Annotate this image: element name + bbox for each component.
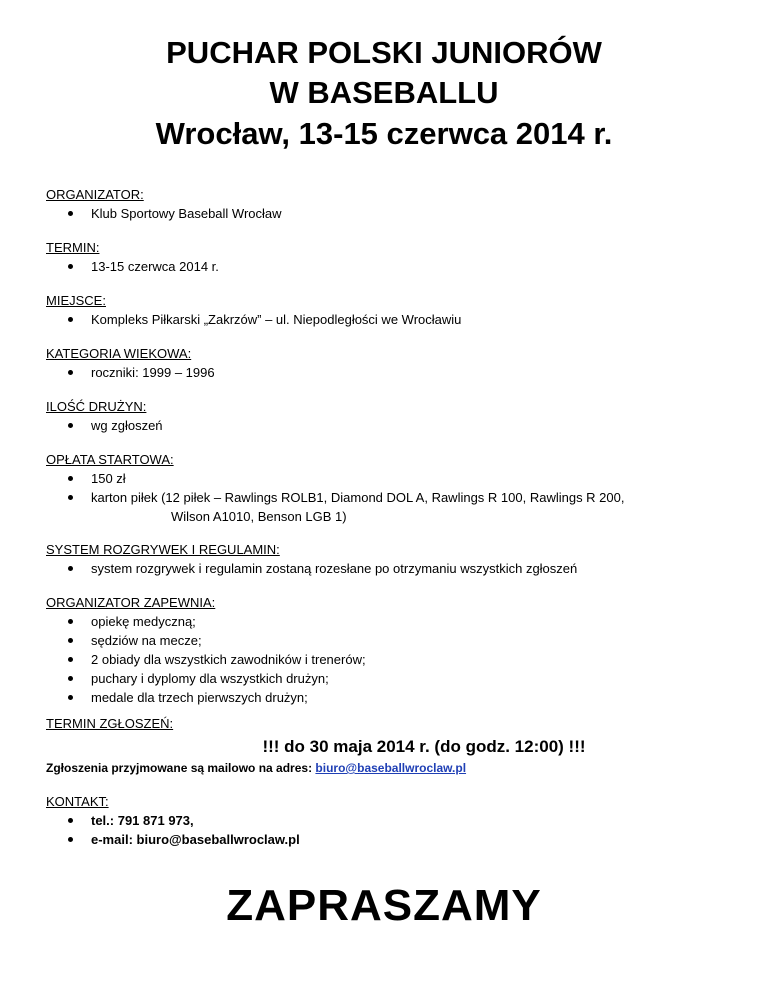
section-entry-fee bbox=[46, 450, 736, 526]
list-item: tel.: 791 871 973, bbox=[46, 811, 736, 830]
bullet-list bbox=[46, 257, 736, 276]
bullet-list bbox=[46, 363, 736, 382]
list-item: 150 zł bbox=[46, 469, 736, 488]
invite-text: ZAPRASZAMY bbox=[226, 881, 542, 930]
registration-mail-line bbox=[46, 760, 466, 776]
bullet-list bbox=[46, 469, 736, 526]
list-item: sędziów na mecze; bbox=[46, 631, 736, 650]
list-item: system rozgrywek i regulamin zostaną rozesłane po otrzymaniu wszystkich zgłoszeń bbox=[46, 559, 736, 578]
section-heading: KONTAKT: bbox=[46, 794, 109, 809]
section-registration bbox=[46, 714, 736, 733]
section-organizer bbox=[46, 185, 736, 223]
list-item bbox=[46, 488, 736, 526]
bullet-list bbox=[46, 811, 736, 849]
section-heading: ORGANIZATOR ZAPEWNIA: bbox=[46, 595, 216, 610]
section-heading: TERMIN: bbox=[46, 240, 100, 255]
list-item: Klub Sportowy Baseball Wrocław bbox=[46, 204, 736, 223]
bullet-list bbox=[46, 559, 736, 578]
list-item: 2 obiady dla wszystkich zawodników i trenerów; bbox=[46, 650, 736, 669]
section-heading: ILOŚĆ DRUŻYN: bbox=[46, 399, 147, 414]
section-heading: ORGANIZATOR: bbox=[46, 187, 144, 202]
section-term bbox=[46, 238, 736, 276]
list-item: opiekę medyczną; bbox=[46, 612, 736, 631]
list-item-line: karton piłek (12 piłek – Rawlings ROLB1, Diamond DOL A, Rawlings R 100, Rawlings R 200, bbox=[91, 490, 625, 505]
bullet-list bbox=[46, 612, 736, 707]
title-line-2: W BASEBALLU bbox=[269, 75, 499, 110]
registration-deadline bbox=[0, 736, 768, 758]
section-heading: OPŁATA STARTOWA: bbox=[46, 452, 174, 467]
title-line-3: Wrocław, 13-15 czerwca 2014 r. bbox=[155, 116, 613, 151]
bullet-list bbox=[46, 204, 736, 223]
list-item: 13-15 czerwca 2014 r. bbox=[46, 257, 736, 276]
section-provides bbox=[46, 593, 736, 707]
section-heading: TERMIN ZGŁOSZEŃ: bbox=[46, 716, 174, 731]
list-item: Kompleks Piłkarski „Zakrzów” – ul. Niepodległości we Wrocławiu bbox=[46, 310, 736, 329]
section-contact bbox=[46, 792, 736, 849]
section-teams-count bbox=[46, 397, 736, 435]
list-item-continuation: Wilson A1010, Benson LGB 1) bbox=[171, 509, 347, 524]
bullet-list bbox=[46, 310, 736, 329]
list-item: roczniki: 1999 – 1996 bbox=[46, 363, 736, 382]
mail-text: Zgłoszenia przyjmowane są mailowo na adres: bbox=[46, 761, 316, 775]
bullet-list bbox=[46, 416, 736, 435]
list-item: wg zgłoszeń bbox=[46, 416, 736, 435]
section-system bbox=[46, 540, 736, 578]
title-line-1: PUCHAR POLSKI JUNIORÓW bbox=[166, 35, 602, 70]
section-heading: MIEJSCE: bbox=[46, 293, 106, 308]
section-heading: SYSTEM ROZGRYWEK I REGULAMIN: bbox=[46, 542, 280, 557]
section-age-category bbox=[46, 344, 736, 382]
section-heading: KATEGORIA WIEKOWA: bbox=[46, 346, 192, 361]
mail-link[interactable]: biuro@baseballwroclaw.pl bbox=[315, 761, 467, 775]
list-item: puchary i dyplomy dla wszystkich drużyn; bbox=[46, 669, 736, 688]
list-item: medale dla trzech pierwszych drużyn; bbox=[46, 688, 736, 707]
deadline-text: !!! do 30 maja 2014 r. (do godz. 12:00) !!! bbox=[262, 737, 586, 756]
list-item: e-mail: biuro@baseballwroclaw.pl bbox=[46, 830, 736, 849]
section-place bbox=[46, 291, 736, 329]
